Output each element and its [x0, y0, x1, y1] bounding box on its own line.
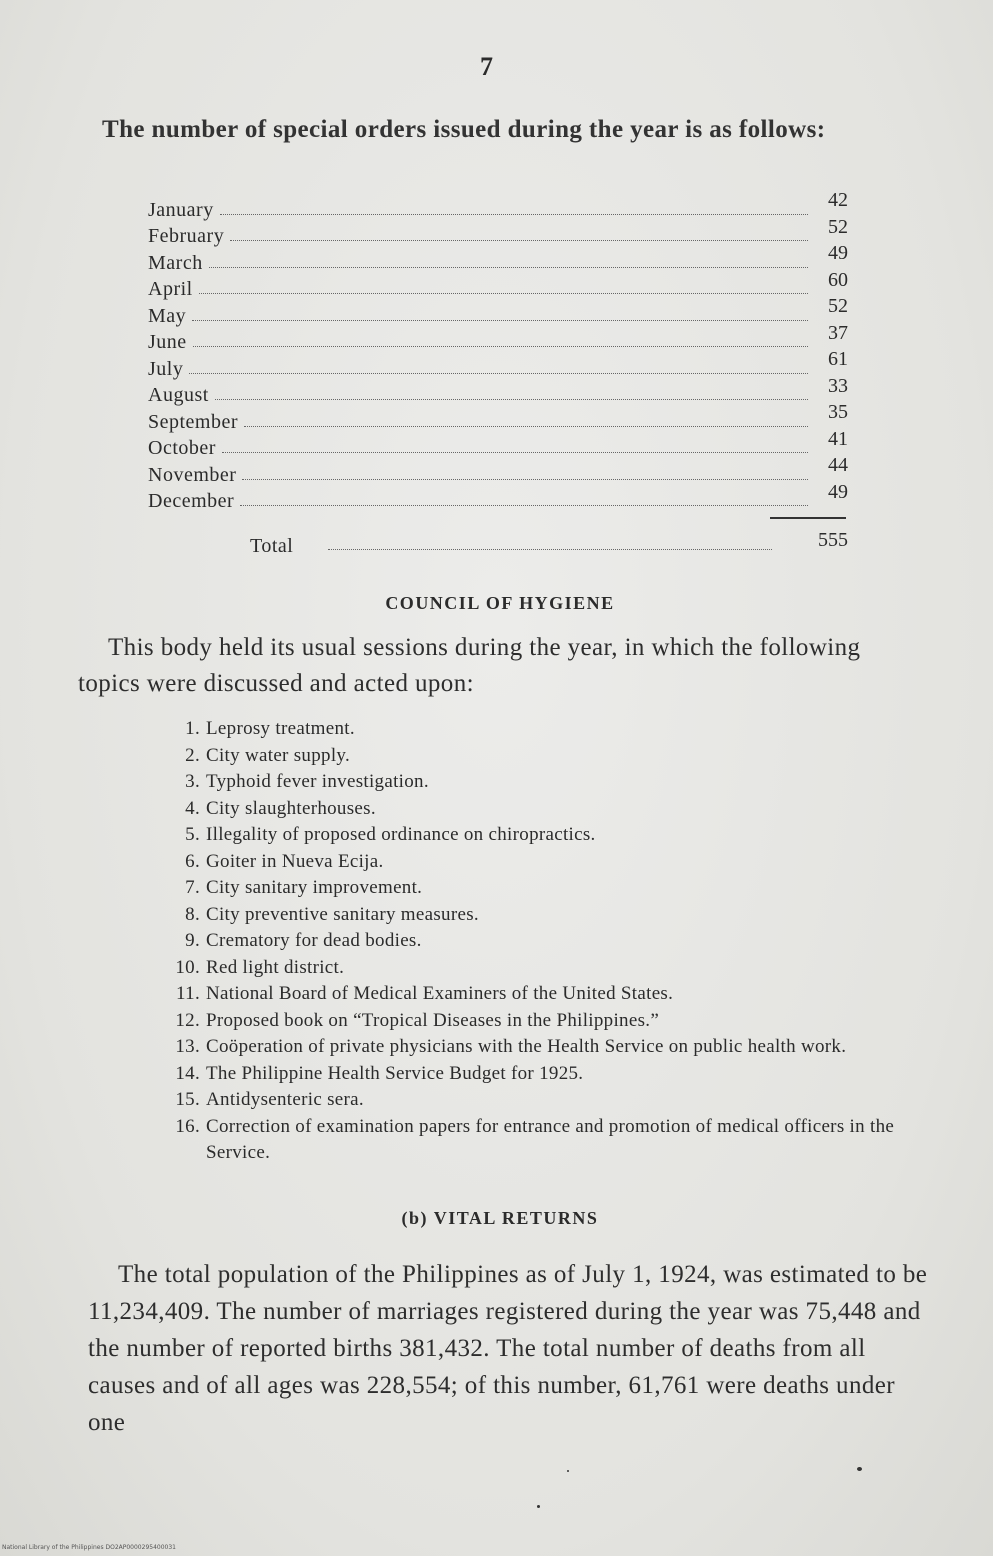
topic-item — [158, 902, 928, 929]
topic-number: 10. — [175, 956, 200, 978]
order-month: November — [148, 463, 237, 486]
ink-speck — [567, 1470, 569, 1472]
vital-returns-paragraph: The total population of the Philippines as of July 1, 1924, was estimated to be 11,234,409. The number of marriages registered during the year was 75,448 and the number of reported births 381,432. The total number of deaths from all causes and of all ages was 228,554; of this number, 61,761 were deaths under one — [88, 1261, 928, 1436]
footer-credit: National Library of the Philippines DO2AP0000295400031 — [2, 1544, 176, 1551]
dot-leader — [242, 479, 808, 480]
order-row — [148, 295, 848, 328]
topic-number: 14. — [175, 1062, 200, 1084]
topic-item — [158, 928, 928, 955]
dot-leader — [209, 267, 808, 268]
topic-text: City sanitary improvement. — [206, 877, 423, 898]
total-label: Total — [250, 535, 294, 557]
dot-leader — [215, 399, 808, 400]
topic-text: Proposed book on “Tropical Diseases in the Philippines.” — [206, 1009, 660, 1031]
topic-item — [158, 849, 928, 876]
order-count: 61 — [828, 348, 848, 370]
dot-leader — [230, 240, 808, 241]
intro-paragraph: The number of special orders issued during the year is as follows: — [102, 116, 826, 143]
topic-text: City preventive sanitary measures. — [206, 903, 479, 925]
topic-number: 7. — [185, 877, 200, 898]
total-count: 555 — [818, 529, 848, 551]
topic-number: 13. — [175, 1036, 200, 1057]
topic-number: 2. — [185, 744, 200, 766]
topic-number: 4. — [185, 797, 200, 819]
order-count: 60 — [828, 268, 848, 291]
order-month: December — [148, 490, 235, 512]
order-row — [148, 480, 848, 514]
topic-item — [158, 769, 928, 796]
ink-speck — [857, 1467, 862, 1471]
order-month: February — [148, 225, 225, 247]
order-row — [148, 268, 848, 302]
topic-item — [158, 716, 928, 743]
sum-rule — [770, 517, 846, 519]
topic-number: 1. — [185, 718, 200, 739]
topic-number: 6. — [185, 850, 200, 872]
topic-text: National Board of Medical Examiners of the United States. — [206, 983, 674, 1004]
topic-text: Leprosy treatment. — [206, 718, 355, 739]
topic-text: Goiter in Nueva Ecija. — [206, 850, 384, 872]
order-count: 52 — [828, 215, 848, 238]
order-row — [148, 189, 848, 222]
dot-leader — [222, 452, 808, 453]
total-row — [250, 529, 848, 563]
topic-text: City slaughterhouses. — [206, 797, 376, 819]
topic-item — [158, 1008, 928, 1035]
topic-item — [158, 743, 928, 770]
order-row — [148, 401, 848, 434]
dot-leader — [199, 293, 808, 294]
order-row — [148, 321, 848, 355]
topic-number: 8. — [185, 903, 200, 925]
order-row — [148, 242, 848, 275]
council-heading: COUNCIL OF HYGIENE — [385, 593, 615, 613]
order-row — [148, 427, 848, 461]
order-month: August — [148, 384, 209, 406]
order-month: May — [148, 304, 187, 327]
order-row — [148, 348, 848, 381]
order-month: June — [148, 331, 187, 353]
order-row — [148, 215, 848, 249]
vital-returns-heading: (b) VITAL RETURNS — [401, 1208, 599, 1228]
order-count: 37 — [828, 321, 848, 344]
topic-item — [158, 1087, 928, 1114]
order-count: 41 — [828, 427, 848, 450]
topic-item — [158, 1034, 928, 1061]
order-month: April — [148, 278, 193, 300]
order-count: 33 — [828, 374, 848, 397]
dot-leader — [192, 320, 808, 321]
order-month: March — [148, 251, 203, 274]
topic-text: Typhoid fever investigation. — [206, 771, 429, 792]
topic-item — [158, 981, 928, 1008]
order-month: January — [148, 198, 214, 221]
dot-leader — [244, 426, 808, 427]
order-row — [148, 454, 848, 487]
topic-number: 12. — [175, 1009, 200, 1031]
dot-leader — [240, 505, 808, 506]
order-count: 49 — [828, 242, 848, 264]
order-row — [148, 374, 848, 408]
topic-item — [158, 1061, 928, 1088]
topic-text: Red light district. — [206, 956, 345, 978]
dot-leader — [189, 373, 808, 374]
topic-number: 16. — [175, 1115, 200, 1137]
council-paragraph: This body held its usual sessions during the year, in which the following topics were discussed and acted upon: — [78, 634, 861, 697]
topic-item — [158, 955, 928, 982]
topic-number: 15. — [175, 1089, 200, 1110]
topic-text: City water supply. — [206, 744, 351, 766]
topic-number: 5. — [185, 824, 200, 845]
order-count: 42 — [828, 189, 848, 211]
topic-number: 9. — [185, 930, 200, 951]
topic-text: Illegality of proposed ordinance on chiropractics. — [206, 824, 596, 845]
topic-text: Crematory for dead bodies. — [206, 930, 422, 951]
topic-item — [158, 875, 928, 902]
topic-number: 11. — [176, 983, 200, 1004]
dot-leader — [328, 549, 772, 550]
ink-speck — [537, 1505, 540, 1508]
order-count: 44 — [828, 454, 848, 476]
dot-leader — [220, 214, 808, 215]
topic-text: The Philippine Health Service Budget for 1925. — [206, 1062, 584, 1084]
topic-text: Coöperation of private physicians with the Health Service on public health work. — [206, 1036, 847, 1057]
topic-text: Antidysenteric sera. — [206, 1089, 364, 1110]
dot-leader — [193, 346, 808, 347]
topic-item — [158, 1114, 928, 1167]
order-count: 35 — [828, 401, 848, 423]
page-number: 7 — [480, 52, 493, 81]
topic-item — [158, 822, 928, 849]
order-count: 49 — [828, 480, 848, 503]
order-month: July — [148, 357, 184, 380]
council-topics-list — [158, 716, 928, 1167]
special-orders-table — [148, 189, 848, 513]
order-month: September — [148, 410, 239, 433]
order-month: October — [148, 437, 216, 459]
topic-number: 3. — [185, 771, 200, 792]
topic-item — [158, 796, 928, 823]
topic-text: Correction of examination papers for entrance and promotion of medical officers in the Service. — [206, 1115, 895, 1163]
order-count: 52 — [828, 295, 848, 317]
